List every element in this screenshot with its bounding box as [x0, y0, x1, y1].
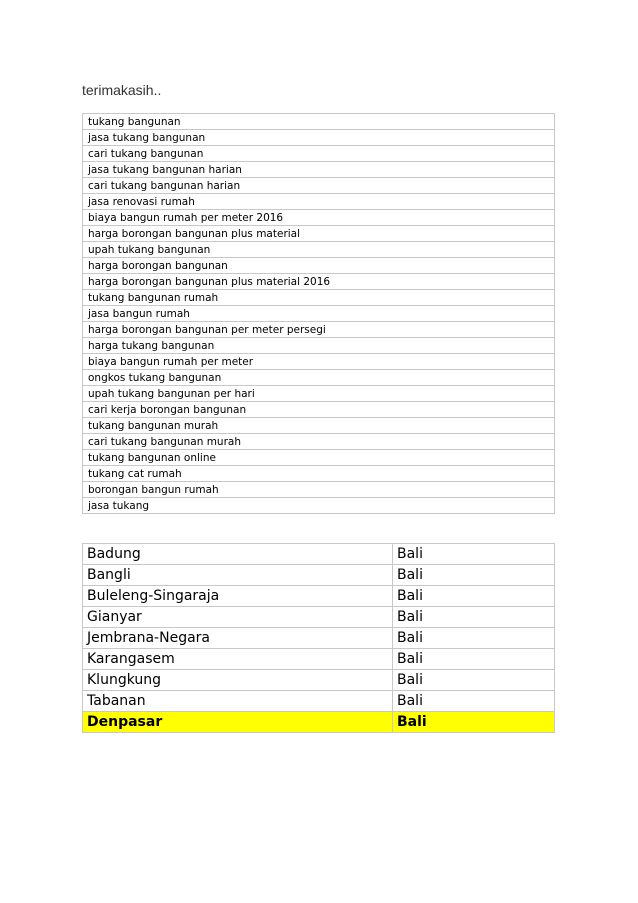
- keyword-cell: biaya bangun rumah per meter: [83, 354, 555, 370]
- city-cell: Buleleng-Singaraja: [83, 586, 393, 607]
- city-cell: Badung: [83, 544, 393, 565]
- keyword-cell: upah tukang bangunan: [83, 242, 555, 258]
- city-cell: Denpasar: [83, 712, 393, 733]
- keyword-row: [83, 418, 555, 434]
- province-cell: Bali: [393, 712, 555, 733]
- province-cell: Bali: [393, 691, 555, 712]
- keyword-row: [83, 210, 555, 226]
- keyword-cell: tukang bangunan: [83, 114, 555, 130]
- keyword-row: [83, 258, 555, 274]
- keyword-row: [83, 450, 555, 466]
- keyword-row: [83, 274, 555, 290]
- city-cell: Gianyar: [83, 607, 393, 628]
- province-cell: Bali: [393, 565, 555, 586]
- location-row: [83, 649, 555, 670]
- keyword-cell: cari tukang bangunan harian: [83, 178, 555, 194]
- keyword-cell: harga borongan bangunan per meter persegi: [83, 322, 555, 338]
- city-cell: Tabanan: [83, 691, 393, 712]
- keyword-cell: cari tukang bangunan murah: [83, 434, 555, 450]
- province-cell: Bali: [393, 586, 555, 607]
- keyword-row: [83, 306, 555, 322]
- keyword-row: [83, 434, 555, 450]
- location-table: [82, 543, 555, 733]
- keyword-cell: tukang cat rumah: [83, 466, 555, 482]
- keyword-row: [83, 178, 555, 194]
- keyword-row: [83, 162, 555, 178]
- province-cell: Bali: [393, 628, 555, 649]
- keyword-cell: tukang bangunan rumah: [83, 290, 555, 306]
- keyword-cell: harga borongan bangunan plus material: [83, 226, 555, 242]
- location-row: [83, 691, 555, 712]
- keyword-cell: cari tukang bangunan: [83, 146, 555, 162]
- province-cell: Bali: [393, 607, 555, 628]
- keyword-cell: harga borongan bangunan: [83, 258, 555, 274]
- city-cell: Karangasem: [83, 649, 393, 670]
- city-cell: Klungkung: [83, 670, 393, 691]
- location-row: [83, 670, 555, 691]
- keyword-cell: jasa tukang: [83, 498, 555, 514]
- location-row: [83, 712, 555, 733]
- city-cell: Bangli: [83, 565, 393, 586]
- keyword-row: [83, 114, 555, 130]
- keyword-cell: cari kerja borongan bangunan: [83, 402, 555, 418]
- province-cell: Bali: [393, 670, 555, 691]
- keyword-row: [83, 322, 555, 338]
- location-row: [83, 565, 555, 586]
- province-cell: Bali: [393, 544, 555, 565]
- keyword-cell: jasa bangun rumah: [83, 306, 555, 322]
- keyword-row: [83, 498, 555, 514]
- page-heading: terimakasih..: [82, 82, 162, 98]
- keyword-row: [83, 290, 555, 306]
- keyword-cell: tukang bangunan online: [83, 450, 555, 466]
- location-row: [83, 586, 555, 607]
- keyword-row: [83, 194, 555, 210]
- province-cell: Bali: [393, 649, 555, 670]
- keyword-cell: tukang bangunan murah: [83, 418, 555, 434]
- keyword-row: [83, 370, 555, 386]
- keyword-row: [83, 354, 555, 370]
- keyword-row: [83, 402, 555, 418]
- keyword-cell: ongkos tukang bangunan: [83, 370, 555, 386]
- keyword-cell: harga tukang bangunan: [83, 338, 555, 354]
- keyword-table: [82, 113, 555, 514]
- keyword-row: [83, 338, 555, 354]
- keyword-cell: biaya bangun rumah per meter 2016: [83, 210, 555, 226]
- keyword-row: [83, 386, 555, 402]
- keyword-row: [83, 226, 555, 242]
- location-row: [83, 628, 555, 649]
- keyword-cell: upah tukang bangunan per hari: [83, 386, 555, 402]
- location-row: [83, 544, 555, 565]
- keyword-cell: jasa tukang bangunan: [83, 130, 555, 146]
- keyword-row: [83, 130, 555, 146]
- keyword-row: [83, 146, 555, 162]
- city-cell: Jembrana-Negara: [83, 628, 393, 649]
- keyword-row: [83, 466, 555, 482]
- keyword-row: [83, 482, 555, 498]
- keyword-row: [83, 242, 555, 258]
- location-row: [83, 607, 555, 628]
- keyword-cell: harga borongan bangunan plus material 2016: [83, 274, 555, 290]
- keyword-cell: borongan bangun rumah: [83, 482, 555, 498]
- keyword-cell: jasa renovasi rumah: [83, 194, 555, 210]
- keyword-cell: jasa tukang bangunan harian: [83, 162, 555, 178]
